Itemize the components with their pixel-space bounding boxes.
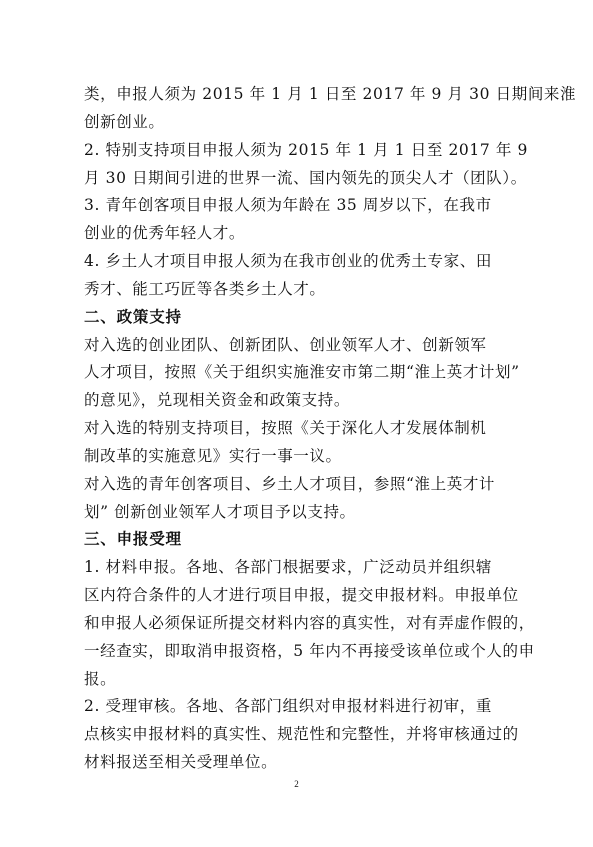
paragraph-line: 材料报送至相关受理单位。 [84, 753, 278, 771]
section-heading: 三、申报受理 [84, 530, 182, 548]
paragraph-line: 类，申报人须为 2015 年 1 月 1 日至 2017 年 9 月 30 日期间来淮 [84, 85, 577, 103]
paragraph-line: 对入选的特别支持项目，按照《关于深化人才发展体制机 [84, 419, 487, 437]
paragraph-line: 划” 创新创业领军人才项目予以支持。 [84, 503, 356, 521]
paragraph-line: 秀才、能工巧匠等各类乡土人才。 [84, 280, 326, 298]
paragraph-line: 3. 青年创客项目申报人须为年龄在 35 周岁以下，在我市 [84, 196, 492, 214]
section-heading: 二、政策支持 [84, 308, 182, 326]
paragraph-line: 报。 [84, 670, 117, 688]
paragraph-line: 2. 特别支持项目申报人须为 2015 年 1 月 1 日至 2017 年 9 [84, 141, 528, 159]
paragraph-line: 创新创业。 [84, 113, 165, 131]
paragraph-line: 4. 乡土人才项目申报人须为在我市创业的优秀土专家、田 [84, 252, 492, 270]
paragraph-line: 点核实申报材料的真实性、规范性和完整性，并将审核通过的 [84, 725, 519, 743]
paragraph-line: 和申报人必须保证所提交材料内容的真实性，对有弄虚作假的， [84, 614, 535, 632]
paragraph-line: 制改革的实施意见》实行一事一议。 [84, 447, 342, 465]
paragraph-line: 创业的优秀年轻人才。 [84, 224, 246, 242]
paragraph-line: 区内符合条件的人才进行项目申报，提交申报材料。申报单位 [84, 586, 519, 604]
paragraph-line: 的意见》，兑现相关资金和政策支持。 [84, 391, 350, 409]
paragraph-line: 对入选的创业团队、创新团队、创业领军人才、创新领军 [84, 336, 487, 354]
paragraph-line: 月 30 日期间引进的世界一流、国内领先的顶尖人才（团队）。 [84, 169, 527, 187]
paragraph-line: 人才项目，按照《关于组织实施淮安市第二期“淮上英才计划” [84, 363, 520, 381]
paragraph-line: 对入选的青年创客项目、乡土人才项目，参照“淮上英才计 [84, 475, 496, 493]
paragraph-line: 2. 受理审核。各地、各部门组织对申报材料进行初审，重 [84, 697, 492, 715]
page-number: 2 [294, 779, 299, 789]
paragraph-line: 1. 材料申报。各地、各部门根据要求，广泛动员并组织辖 [84, 558, 492, 576]
paragraph-line: 一经查实，即取消申报资格，5 年内不再接受该单位或个人的申 [84, 642, 535, 660]
